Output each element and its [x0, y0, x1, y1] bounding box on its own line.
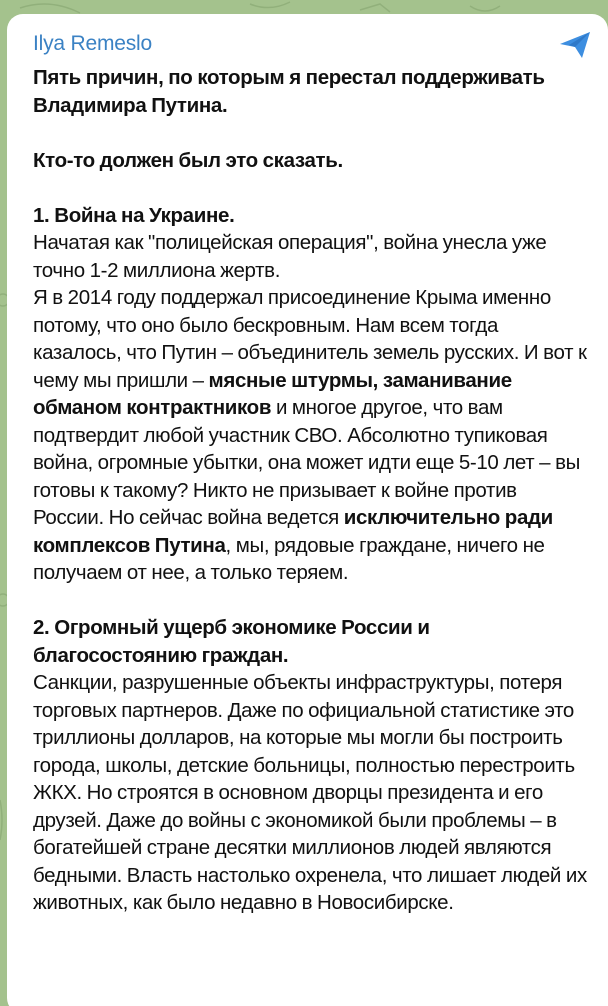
- section2-heading: 2. Огромный ущерб экономике России и благосостоянию граждан.: [33, 616, 430, 667]
- section1-paragraph1: Начатая как "полицейская операция", война унесла уже точно 1-2 миллиона жертв.: [33, 231, 547, 282]
- telegram-plane-icon[interactable]: [558, 30, 592, 60]
- message-intro: Кто-то должен был это сказать.: [33, 148, 343, 172]
- message-bubble: [7, 14, 608, 1006]
- sender-name[interactable]: Ilya Remeslo: [33, 32, 152, 55]
- section2-paragraph1: Санкции, разрушенные объекты инфраструктуры, потеря торговых партнеров. Даже по официальной статистике это триллионы долларов, на которые мы могли бы построить города, школы, детские больницы, полностью перестроить ЖКХ. Но строятся в основном дворцы президента и его друзей. Даже до войны с экономикой были проблемы – в богатейшей стране десятки миллионов людей являются бедными. Власть настолько охренела, что лишает людей их животных, как было недавно в Новосибирске.: [33, 671, 587, 914]
- message-text: [33, 64, 588, 917]
- section1-paragraph2: Я в 2014 году поддержал присоединение Крыма именно потому, что оно было бескровным. Нам всем тогда казалось, что Путин – объединитель земель русских. И вот к чему мы пришли – мясные штурмы, заманивание обманом контрактников и многое другое, что вам подтвердит любой участник СВО. Абсолютно тупиковая война, огромные убытки, она может идти еще 5-10 лет – вы готовы к такому? Никто не призывает к войне против России. Но сейчас война ведется исключительно ради комплексов Путина, мы, рядовые граждане, ничего не получаем от нее, а только теряем.: [33, 286, 587, 584]
- message-title-line2: Владимира Путина.: [33, 93, 228, 117]
- section1-heading: 1. Война на Украине.: [33, 203, 235, 227]
- message-title-line1: Пять причин, по которым я перестал поддерживать: [33, 66, 545, 89]
